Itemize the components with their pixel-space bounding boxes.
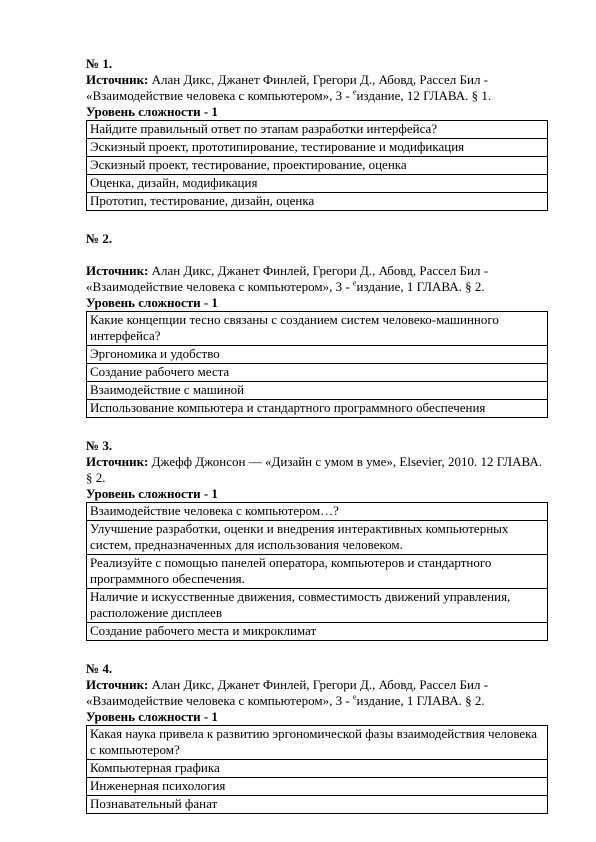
question-text: Найдите правильный ответ по этапам разработки интерфейса? [87, 121, 548, 139]
table-row [87, 726, 548, 760]
answer-option: Эскизный проект, прототипирование, тестирование и модификация [87, 139, 548, 157]
table-row [87, 193, 548, 211]
source-text-line-1: Алан Дикс, Джанет Финлей, Грегори Д., Абовд, Рассел Бил - [151, 677, 489, 692]
question-source [86, 677, 548, 693]
answer-option: Эргономика и удобство [87, 346, 548, 364]
table-row [87, 760, 548, 778]
question-block [86, 661, 548, 814]
question-block [86, 231, 548, 418]
answer-option: Создание рабочего места и микроклимат [87, 623, 548, 641]
answer-option: Познавательный фанат [87, 796, 548, 814]
edition-superscript: е [352, 278, 357, 288]
table-row [87, 503, 548, 521]
answer-option: Оценка, дизайн, модификация [87, 175, 548, 193]
question-source-continued [86, 279, 548, 295]
table-row [87, 157, 548, 175]
answer-option: Наличие и искусственные движения, совместимость движений управления, расположение дисплеев [87, 589, 548, 623]
question-source [86, 454, 548, 486]
source-text-line-1: Алан Дикс, Джанет Финлей, Грегори Д., Абовд, Рассел Бил - [151, 263, 489, 278]
answer-option: Эскизный проект, тестирование, проектирование, оценка [87, 157, 548, 175]
question-number: № 4. [86, 661, 113, 676]
question-number: № 2. [86, 231, 113, 246]
question-text: Взаимодействие человека с компьютером…? [87, 503, 548, 521]
answer-option: Улучшение разработки, оценки и внедрения интерактивных компьютерных систем, предназначенных для использования человеком. [87, 521, 548, 555]
table-row [87, 589, 548, 623]
table-row [87, 623, 548, 641]
question-block [86, 438, 548, 641]
answer-option: Реализуйте с помощью панелей оператора, компьютеров и стандартного программного обеспечения. [87, 555, 548, 589]
question-source [86, 72, 548, 88]
difficulty-level: Уровень сложности - 1 [86, 486, 218, 501]
question-number: № 3. [86, 438, 113, 453]
question-text: Какая наука привела к развитию эргономической фазы взаимодействия человека с компьютером? [87, 726, 548, 760]
question-table [86, 725, 548, 814]
answer-option: Инженерная психология [87, 778, 548, 796]
difficulty-level: Уровень сложности - 1 [86, 104, 218, 119]
question-source-continued [86, 693, 548, 709]
table-row [87, 400, 548, 418]
question-source-continued [86, 88, 548, 104]
edition-superscript: е [352, 87, 357, 97]
table-row [87, 555, 548, 589]
difficulty-level: Уровень сложности - 1 [86, 295, 218, 310]
source-label: Источник: [86, 72, 149, 87]
question-source [86, 263, 548, 279]
source-text-line-3: издание, 12 ГЛАВА. § 1. [356, 88, 492, 103]
table-row [87, 778, 548, 796]
document-page [86, 56, 548, 834]
source-text-line-2: «Взаимодействие человека с компьютером», 3 - [86, 88, 353, 103]
answer-option: Взаимодействие с машиной [87, 382, 548, 400]
table-row [87, 139, 548, 157]
source-text-line-3: издание, 1 ГЛАВА. § 2. [356, 693, 485, 708]
table-row [87, 346, 548, 364]
table-row [87, 796, 548, 814]
source-label: Источник: [86, 677, 149, 692]
answer-option: Прототип, тестирование, дизайн, оценка [87, 193, 548, 211]
edition-superscript: е [352, 692, 357, 702]
table-row [87, 382, 548, 400]
table-row [87, 364, 548, 382]
question-table [86, 311, 548, 418]
question-table [86, 502, 548, 641]
source-label: Источник: [86, 263, 149, 278]
question-number: № 1. [86, 56, 113, 71]
answer-option: Создание рабочего места [87, 364, 548, 382]
question-block [86, 56, 548, 211]
table-row [87, 121, 548, 139]
question-table [86, 120, 548, 211]
source-text: Джефф Джонсон — «Дизайн с умом в уме», Elsevier, 2010. 12 ГЛАВА. § 2. [86, 454, 542, 485]
source-text-line-2: «Взаимодействие человека с компьютером», 3 - [86, 693, 353, 708]
table-row [87, 312, 548, 346]
answer-option: Использование компьютера и стандартного программного обеспечения [87, 400, 548, 418]
source-text-line-2: «Взаимодействие человека с компьютером», 3 - [86, 279, 353, 294]
blank-line [86, 247, 548, 263]
source-label: Источник: [86, 454, 149, 469]
answer-option: Компьютерная графика [87, 760, 548, 778]
source-text-line-3: издание, 1 ГЛАВА. § 2. [356, 279, 485, 294]
question-text: Какие концепции тесно связаны с созданием систем человеко-машинного интерфейса? [87, 312, 548, 346]
table-row [87, 521, 548, 555]
source-text-line-1: Алан Дикс, Джанет Финлей, Грегори Д., Абовд, Рассел Бил - [151, 72, 489, 87]
difficulty-level: Уровень сложности - 1 [86, 709, 218, 724]
table-row [87, 175, 548, 193]
